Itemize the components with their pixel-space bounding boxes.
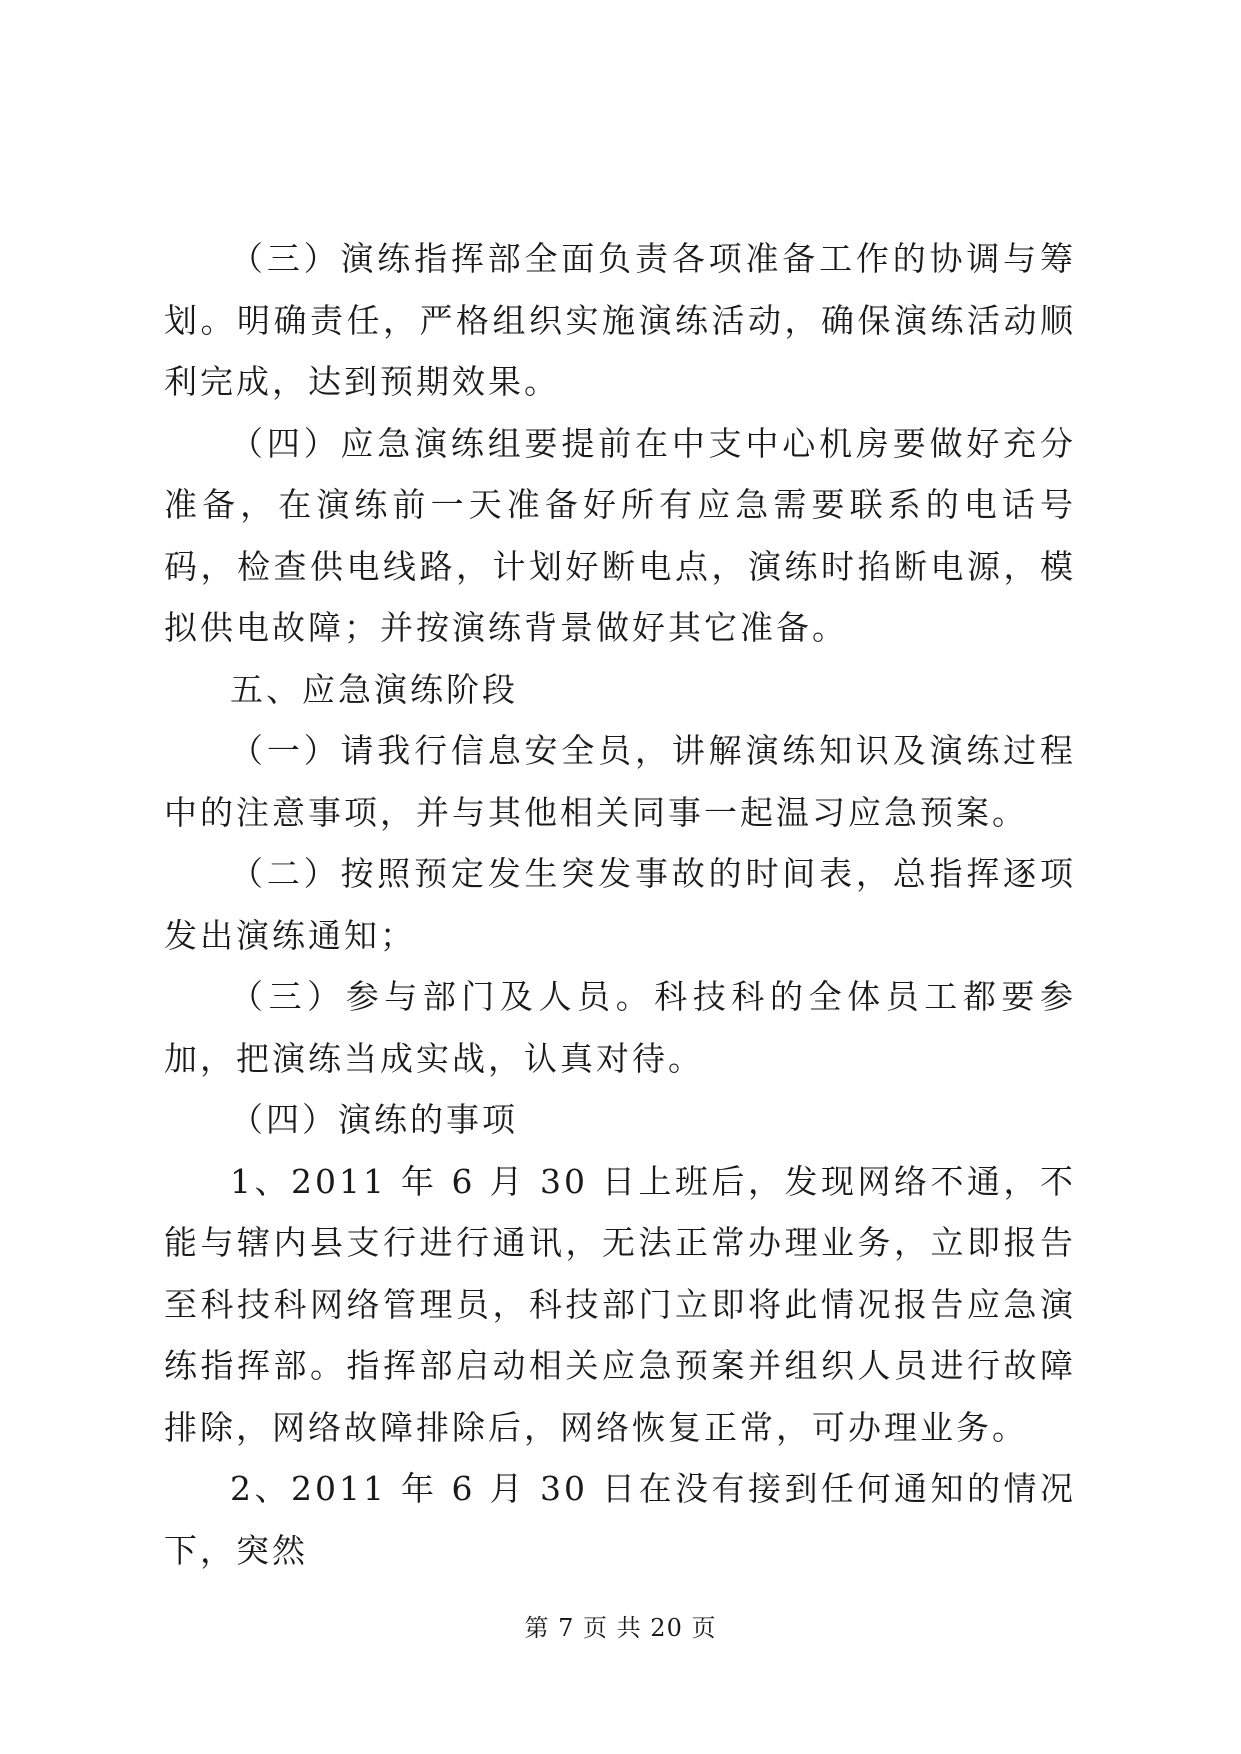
paragraph-item-1-network-failure: 1、2011 年 6 月 30 日上班后，发现网络不通，不能与辖内县支行进行通讯，无法正常办理业务，立即报告至科技科网络管理员，科技部门立即将此情况报告应急演练指挥部。指挥部启动相关应急预案并组织人员进行故障排除，网络故障排除后，网络恢复正常，可办理业务。 bbox=[164, 1161, 1076, 1447]
paragraph-item-2-sudden-event: 2、2011 年 6 月 30 日在没有接到任何通知的情况下，突然 bbox=[164, 1469, 1076, 1570]
paragraph-participants: （三）参与部门及人员。科技科的全体员工都要参加，把演练当成实战，认真对待。 bbox=[164, 977, 1076, 1078]
paragraph-emergency-team-preparation: （四）应急演练组要提前在中支中心机房要做好充分准备，在演练前一天准备好所有应急需要联系的电话号码，检查供电线路，计划好断电点，演练时掐断电源，模拟供电故障；并按演练背景做好其它准备。 bbox=[164, 423, 1076, 647]
paragraph-security-officer-briefing: （一）请我行信息安全员，讲解演练知识及演练过程中的注意事项，并与其他相关同事一起温习应急预案。 bbox=[164, 731, 1076, 832]
subheading-drill-items: （四）演练的事项 bbox=[230, 1100, 518, 1139]
paragraph-drill-notice: （二）按照预定发生突发事故的时间表，总指挥逐项发出演练通知； bbox=[164, 854, 1076, 955]
page-number-footer: 第 7 页 共 20 页 bbox=[524, 1614, 717, 1642]
section-heading-drill-stage: 五、应急演练阶段 bbox=[230, 669, 518, 709]
paragraph-preparation-coordination: （三）演练指挥部全面负责各项准备工作的协调与筹划。明确责任，严格组织实施演练活动，确保演练活动顺利完成，达到预期效果。 bbox=[164, 239, 1076, 401]
document-body bbox=[164, 228, 1076, 1581]
